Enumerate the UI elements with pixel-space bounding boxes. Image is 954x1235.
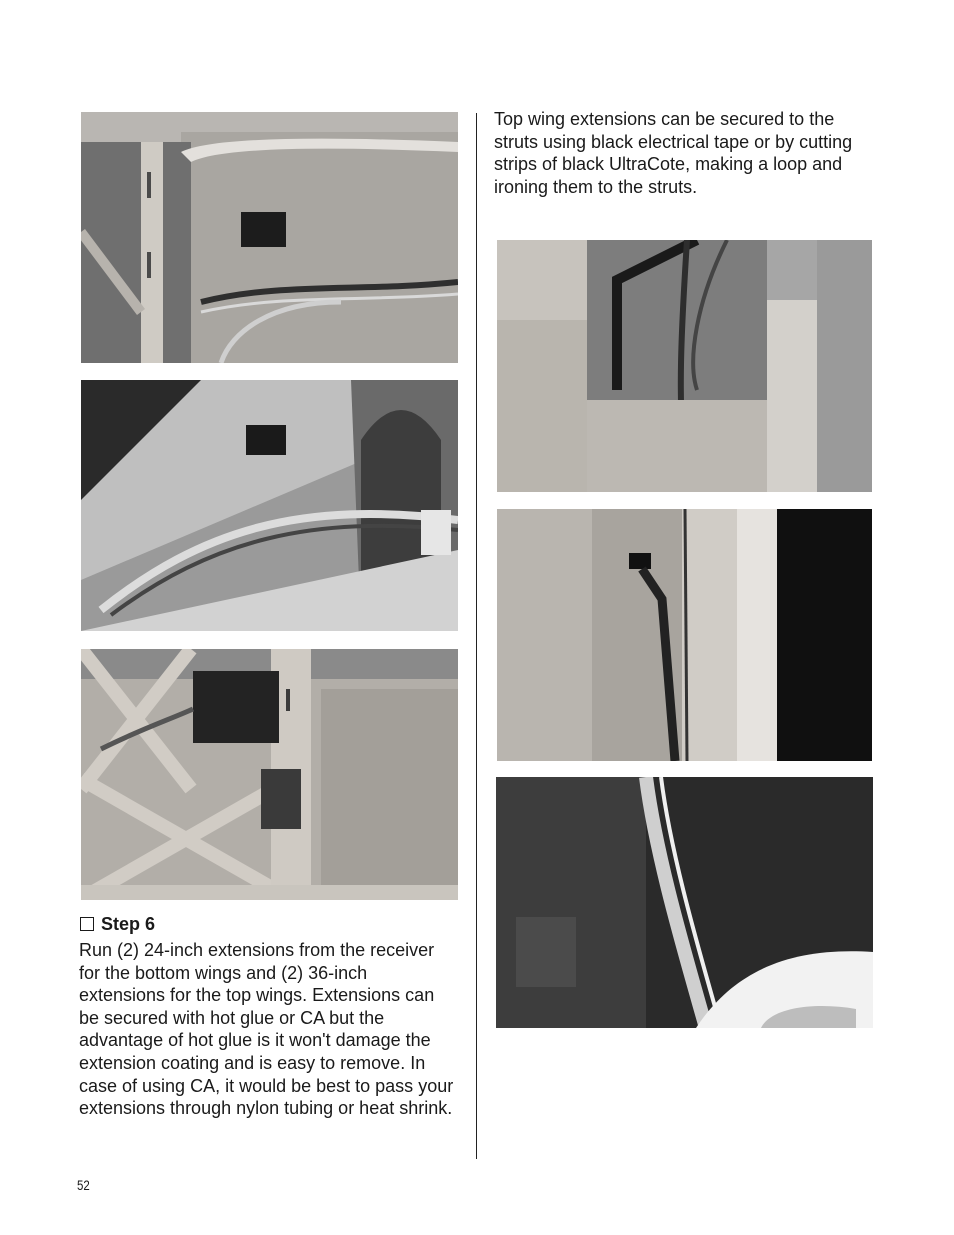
photo-receiver-install [81,649,458,900]
photo-strut-tape-loop [497,240,872,492]
page-number: 52 [77,1177,90,1193]
photo-strut-closeup [496,777,873,1028]
photo-servo-extension-wiring [81,112,458,363]
photo-wing-wire-harness [81,380,458,631]
intro-paragraph: Top wing extensions can be secured to the struts using black electrical tape or by cutting strips of black UltraCote, making a loop and ironing them to the struts. [494,109,853,197]
step-title: Step 6 [101,914,156,934]
step-body: Run (2) 24-inch extensions from the receiver for the bottom wings and (2) 36-inch extensions for the top wings. Extensions can be secured with hot glue or CA but the advantage of hot glue is it won't damage the extension coating and is easy to remove. In case of using CA, it would be best to pass your extensions through nylon tubing or heat shrink. [79,940,454,1119]
checkbox-icon[interactable] [80,917,94,931]
column-divider [476,113,477,1159]
step-heading [80,913,155,935]
photo-strut-extension-lead [497,509,872,761]
